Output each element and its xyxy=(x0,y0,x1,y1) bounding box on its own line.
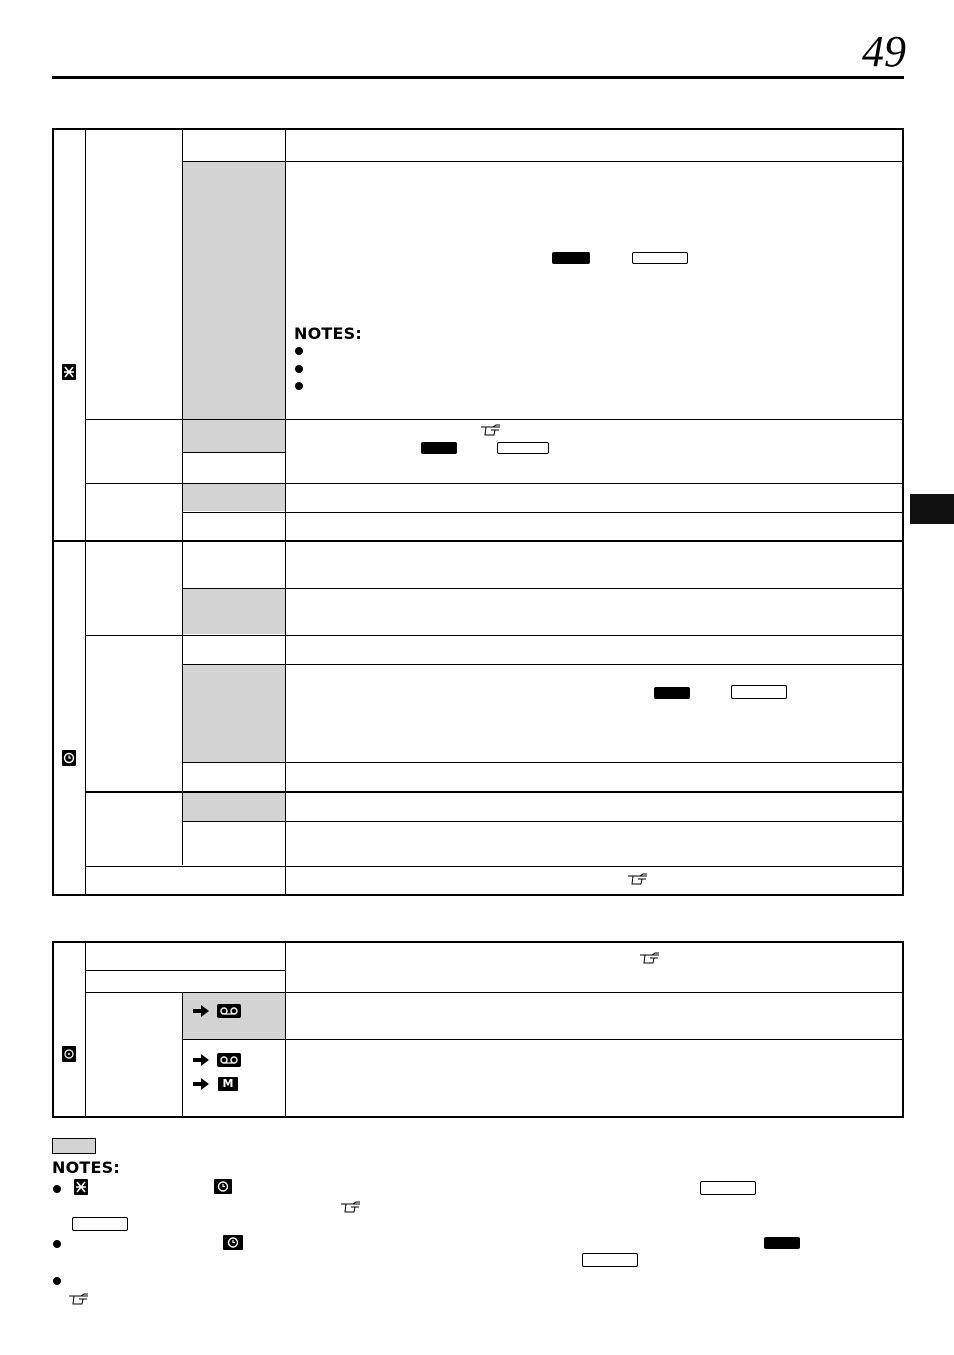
tape-icon xyxy=(217,1053,241,1067)
right-arrow-icon xyxy=(193,1054,209,1066)
column-divider xyxy=(85,130,86,894)
row-divider xyxy=(183,588,902,589)
settings-table-2 xyxy=(52,941,904,1118)
column-divider xyxy=(182,130,183,865)
mode-key-outline xyxy=(72,1217,128,1231)
settings-table-1 xyxy=(52,128,904,896)
header-rule xyxy=(52,76,904,79)
pointing-hand-icon xyxy=(340,1200,362,1214)
default-cell xyxy=(183,484,285,511)
row-divider xyxy=(183,161,902,162)
row-divider xyxy=(86,483,902,484)
default-cell xyxy=(183,589,285,634)
dub-menu-icon xyxy=(62,1046,76,1062)
row-divider xyxy=(86,866,902,867)
row-divider xyxy=(183,821,902,822)
mode-key-filled xyxy=(654,687,690,699)
camera-mode-menu-icon xyxy=(74,1179,88,1195)
mode-key-filled xyxy=(552,252,590,264)
mode-key-filled xyxy=(421,442,457,454)
mode-key-outline xyxy=(497,442,549,454)
default-cell xyxy=(183,793,285,821)
pointing-hand-icon xyxy=(68,1292,90,1306)
tape-icon xyxy=(217,1004,241,1018)
row-divider xyxy=(183,664,902,665)
section-divider xyxy=(54,540,902,542)
footer-notes-heading: NOTES: xyxy=(52,1158,120,1177)
column-divider xyxy=(85,943,86,1116)
default-cell xyxy=(183,162,285,419)
row-divider xyxy=(183,452,286,453)
bullet xyxy=(295,382,303,390)
clock-menu-icon xyxy=(62,750,76,766)
default-cell xyxy=(183,420,285,452)
pointing-hand-icon xyxy=(627,872,649,886)
clock-menu-icon xyxy=(223,1235,243,1250)
pointing-hand-icon xyxy=(639,951,661,965)
bullet xyxy=(53,1185,61,1193)
mode-key-outline xyxy=(700,1181,756,1195)
row-divider xyxy=(86,791,902,793)
clock-menu-icon xyxy=(214,1179,232,1194)
notes-heading: NOTES: xyxy=(294,324,362,343)
pointing-hand-icon xyxy=(480,423,502,437)
column-divider xyxy=(182,992,183,1116)
mode-key-outline xyxy=(632,252,688,264)
camera-mode-menu-icon xyxy=(62,364,76,380)
right-arrow-icon xyxy=(193,1078,209,1090)
row-divider xyxy=(86,419,902,420)
page-number: 49 xyxy=(862,27,906,76)
row-divider xyxy=(183,512,902,513)
mode-key-outline xyxy=(731,685,787,699)
bullet xyxy=(295,347,303,355)
mode-key-outline xyxy=(582,1253,638,1267)
memory-card-icon: M xyxy=(218,1077,238,1091)
row-divider xyxy=(86,970,286,971)
row-divider xyxy=(183,1039,902,1040)
row-divider xyxy=(86,992,902,993)
default-cell xyxy=(183,665,285,762)
bullet xyxy=(53,1277,61,1285)
right-arrow-icon xyxy=(193,1005,209,1017)
default-setting-swatch xyxy=(52,1138,96,1154)
section-tab xyxy=(910,494,954,524)
bullet xyxy=(53,1240,61,1248)
row-divider xyxy=(86,635,902,636)
row-divider xyxy=(183,762,902,763)
bullet xyxy=(295,365,303,373)
column-divider xyxy=(285,943,286,1116)
mode-key-filled xyxy=(764,1237,800,1249)
